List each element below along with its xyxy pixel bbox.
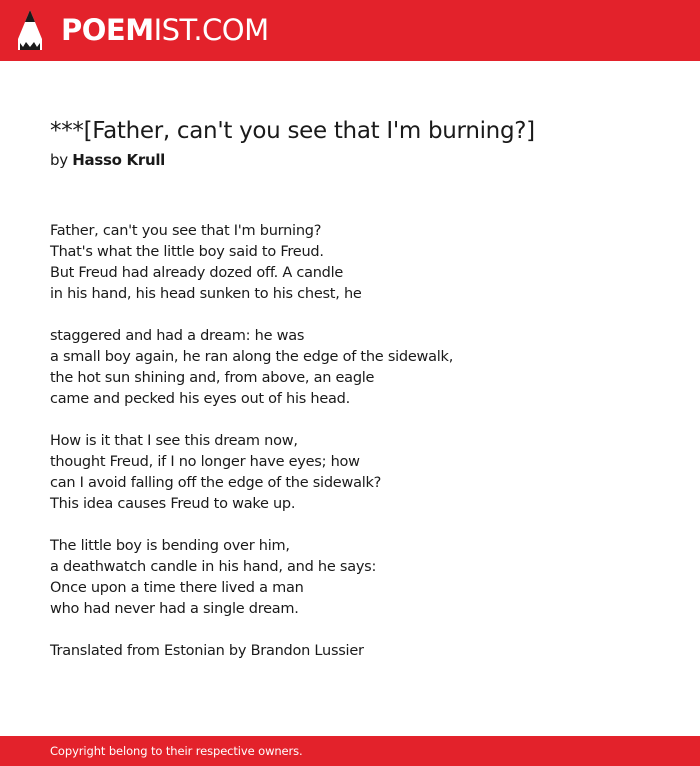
poem-line: Once upon a time there lived a man: [50, 580, 304, 596]
site-footer: [0, 736, 700, 766]
stanza-2: [50, 326, 670, 410]
byline-label: by: [50, 151, 68, 169]
poem-title: ***[Father, can't you see that I'm burning?]: [50, 118, 535, 144]
stanza-1: [50, 221, 670, 305]
poem-line: who had never had a single dream.: [50, 601, 299, 617]
poem-line: came and pecked his eyes out of his head.: [50, 391, 350, 407]
poem-line: a small boy again, he ran along the edge of the sidewalk,: [50, 349, 454, 365]
poem-line: can I avoid falling off the edge of the sidewalk?: [50, 475, 382, 491]
poem-line: But Freud had already dozed off. A candle: [50, 265, 344, 281]
poem-line: The little boy is bending over him,: [50, 538, 290, 554]
site-logo-link[interactable]: [17, 9, 269, 51]
poem-line: This idea causes Freud to wake up.: [50, 496, 296, 512]
site-header: [0, 0, 700, 61]
poem-line: thought Freud, if I no longer have eyes; how: [50, 454, 360, 470]
pencil-tip-icon: [17, 9, 43, 51]
poem-content: [50, 114, 670, 662]
translator-note: Translated from Estonian by Brandon Lussier: [50, 643, 364, 659]
poem-line: Father, can't you see that I'm burning?: [50, 223, 322, 239]
byline: [50, 149, 670, 171]
stanza-3: [50, 431, 670, 515]
site-logo-text: [61, 9, 269, 51]
copyright-text: Copyright belong to their respective owners.: [50, 744, 303, 758]
stanza-4: [50, 536, 670, 620]
poem-line: a deathwatch candle in his hand, and he says:: [50, 559, 377, 575]
author-name: Hasso Krull: [72, 151, 166, 169]
poem-line: How is it that I see this dream now,: [50, 433, 298, 449]
logo-text-light: IST.COM: [153, 13, 269, 47]
poem-line: the hot sun shining and, from above, an eagle: [50, 370, 375, 386]
logo-text-bold: POEM: [61, 13, 154, 47]
poem-body: [50, 221, 670, 662]
poem-line: staggered and had a dream: he was: [50, 328, 305, 344]
poem-line: in his hand, his head sunken to his chest, he: [50, 286, 362, 302]
poem-line: That's what the little boy said to Freud.: [50, 244, 324, 260]
